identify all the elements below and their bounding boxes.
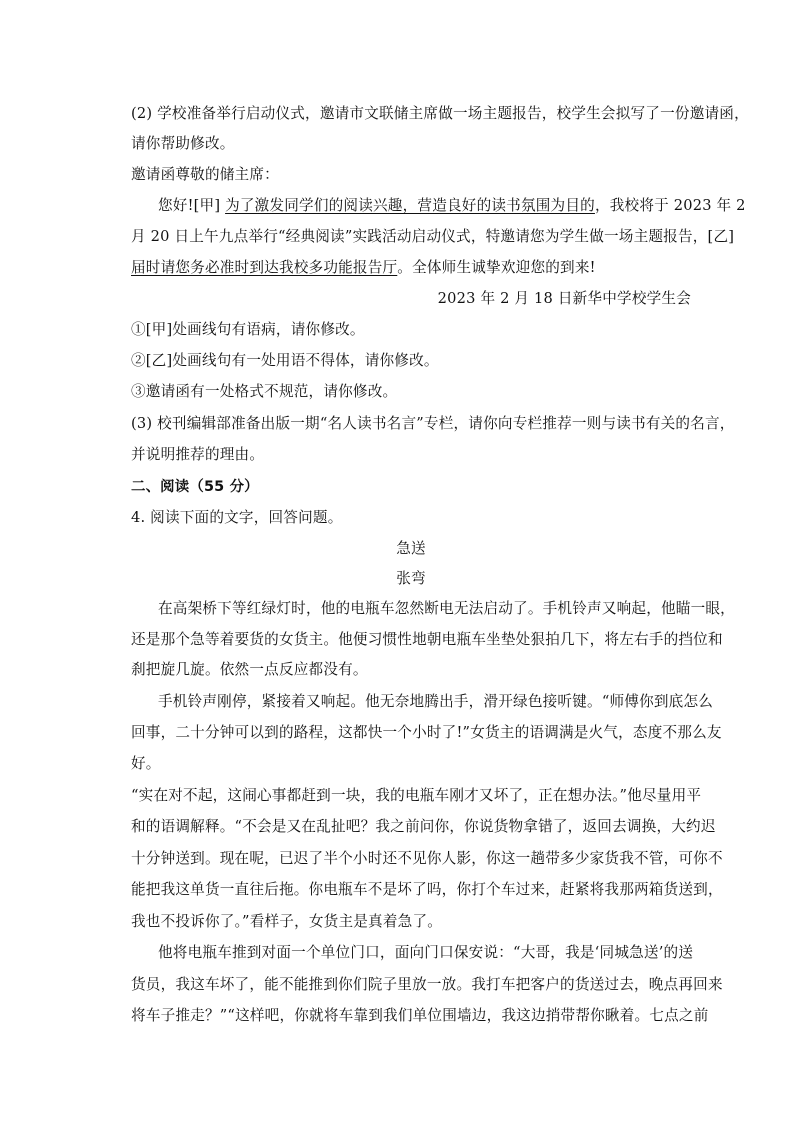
letter-signature: 2023 年 2 月 18 日新华中学校学生会 xyxy=(437,290,691,307)
article-line: 我也不投诉你了。”看样子，女货主是真着急了。 xyxy=(131,913,443,930)
subquestion-3: ③邀请函有一处格式不规范，请你修改。 xyxy=(131,383,398,400)
article-line: 能把我这单货一直往后拖。你电瓶车不是坏了吗，你打个车过来，赶紧将我那两箱货送到， xyxy=(131,881,723,898)
question-3-line-2: 并说明推荐的理由。 xyxy=(131,446,265,463)
subquestion-2: ②[乙]处画线句有一处用语不得体，请你修改。 xyxy=(131,352,439,369)
article-title: 急送 xyxy=(396,540,426,557)
article-line: 将车子推走？”“这样吧，你就将车靠到我们单位围墙边，我这边捎带帮你瞅着。七点之前 xyxy=(131,1007,709,1024)
article-line: 和的语调解释。“不会是又在乱扯吧？我之前问你，你说货物拿错了，返回去调换，大约迟 xyxy=(131,818,716,835)
article-line: 回事，二十分钟可以到的路程，这都快一个小时了!”女货主的语调满是火气，态度不那么友 xyxy=(131,724,722,741)
article-line: 手机铃声刚停，紧接着又响起。他无奈地腾出手，滑开绿色接听键。“师傅你到底怎么 xyxy=(158,693,714,710)
article-line: 好。 xyxy=(131,755,161,772)
letter-salutation: 邀请函尊敬的储主席： xyxy=(131,166,279,183)
underlined-sentence-jia: 为了激发同学们的阅读兴趣，营造良好的读书氛围为目的 xyxy=(225,197,595,214)
letter-body-line-3 xyxy=(131,258,701,278)
reading-section-heading: 二、阅读（55 分） xyxy=(131,479,259,495)
article-line: “实在对不起，这闹心事都赶到一块，我的电瓶车刚才又坏了，正在想办法。”他尽量用平 xyxy=(131,787,702,804)
question-4-prompt: 4. 阅读下面的文字，回答问题。 xyxy=(131,509,343,526)
subquestion-1: ①[甲]处画线句有语病，请你修改。 xyxy=(131,321,365,338)
article-author: 张弯 xyxy=(396,570,426,587)
article-line: 货员，我这车坏了，能不能推到你们院子里放一放。我打车把客户的货送过去，晚点再回来 xyxy=(131,976,723,993)
underlined-sentence-yi: 届时请您务必准时到达我校多功能报告厅 xyxy=(131,259,398,276)
article-line: 他将电瓶车推到对面一个单位门口，面向门口保安说：“大哥，我是‘同城急送’的送 xyxy=(158,944,694,961)
question-2-line-1: (2) 学校准备举行启动仪式，邀请市文联储主席做一场主题报告，校学生会拟写了一份邀请函， xyxy=(131,105,749,122)
article-line: 刹把旋几旋。依然一点反应都没有。 xyxy=(131,661,368,678)
letter-body-line-2: 月 20 日上午九点举行“经典阅读”实践活动启动仪式，特邀请您为学生做一场主题报告，[乙] xyxy=(131,228,735,245)
question-3-line-1: (3) 校刊编辑部准备出版一期“名人读书名言”专栏，请你向专栏推荐一则与读书有关的名言， xyxy=(131,415,735,432)
letter-body-line-1 xyxy=(158,196,746,216)
letter-body-line-3-suffix: 。全体师生诚挚欢迎您的到来! xyxy=(397,259,596,276)
article-line: 十分钟送到。现在呢，已迟了半个小时还不见你人影，你这一趟带多少家货我不管，可你不 xyxy=(131,850,723,867)
question-2-line-2: 请你帮助修改。 xyxy=(131,135,235,152)
letter-body-suffix: ，我校将于 2023 年 2 xyxy=(594,197,746,214)
article-line: 还是那个急等着要货的女货主。他便习惯性地朝电瓶车坐垫处狠拍几下，将左右手的挡位和 xyxy=(131,631,723,648)
article-line: 在高架桥下等红绿灯时，他的电瓶车忽然断电无法启动了。手机铃声又响起，他瞄一眼， xyxy=(158,600,735,617)
letter-body-prefix: 您好![甲] xyxy=(158,197,226,214)
